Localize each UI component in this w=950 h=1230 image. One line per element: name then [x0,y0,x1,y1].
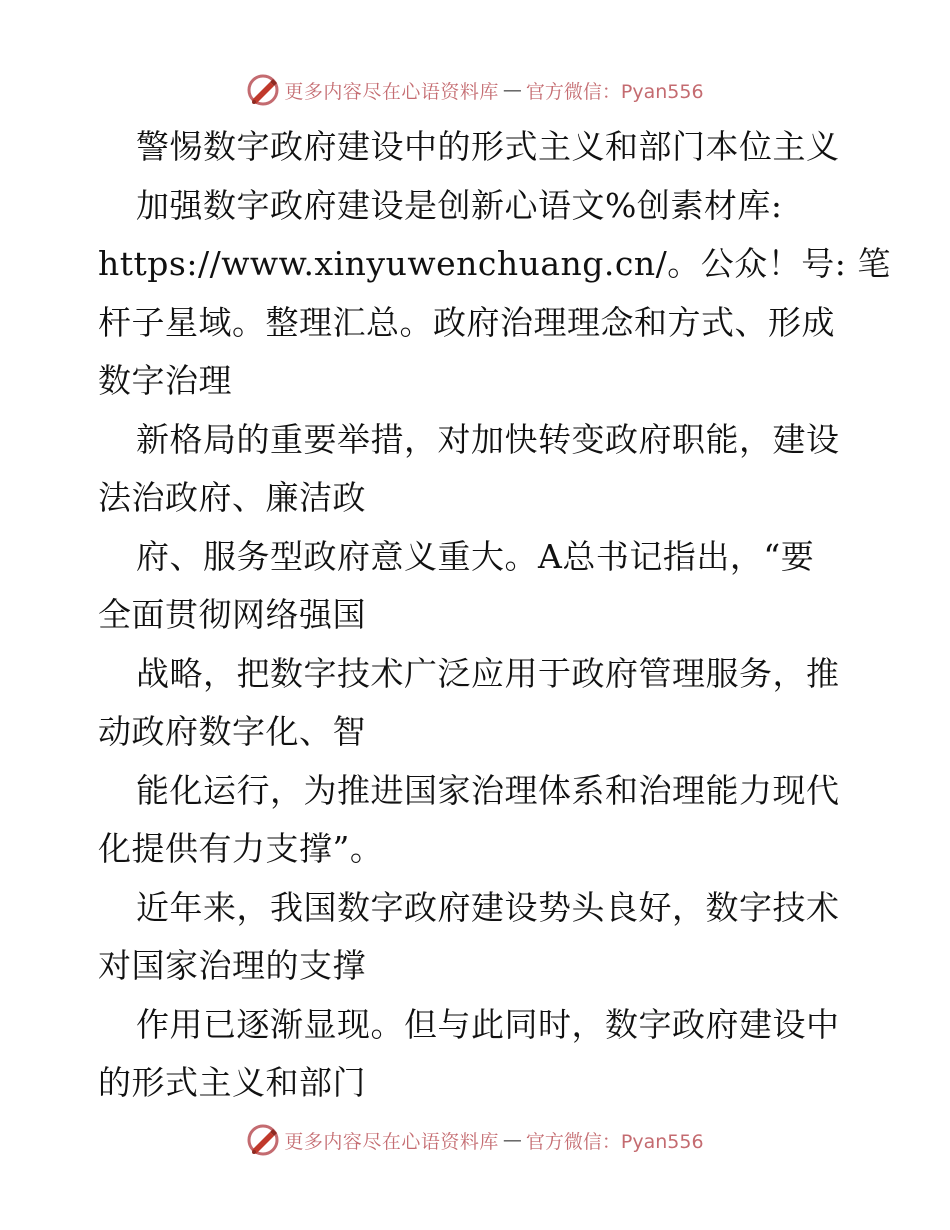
text-line: 作用已逐渐显现。但与此同时，数字政府建设中 [136,1004,840,1044]
text-line: 对国家治理的支撑 [98,946,366,985]
document-body [98,118,891,1113]
text-line: 数字治理 [98,361,232,400]
text-line: 府、服务型政府意义重大。A总书记指出，“要 [136,536,815,576]
text-line: 战略，把数字技术广泛应用于政府管理服务，推 [136,653,840,693]
text-line: 杆子星域。整理汇总。政府治理理念和方式、形成 [98,302,835,342]
watermark-text: 更多内容尽在心语资料库 [284,80,499,103]
text-line: https://www.xinyuwenchuang.cn/。公众！号: 笔 [98,244,891,283]
text-line: 动政府数字化、智 [98,712,366,751]
text-line: 的形式主义和部门 [98,1063,366,1102]
text-line: 能化运行，为推进国家治理体系和治理能力现代 [136,770,840,810]
watermark-separator: — [502,79,522,101]
text-line: 化提供有力支撑”。 [98,829,384,868]
watermark-separator: — [502,1129,522,1151]
watermark-contact: 官方微信：Pyan556 [525,80,704,103]
text-line: 全面贯彻网络强国 [98,595,366,634]
document-title: 警惕数字政府建设中的形式主义和部门本位主义 [136,127,840,166]
text-line: 法治政府、廉洁政 [98,478,366,517]
watermark-banner-top [0,68,950,112]
text-line: 新格局的重要举措，对加快转变政府职能，建设 [136,419,840,459]
pen-logo-icon [246,1123,280,1157]
watermark-banner-bottom [0,1118,950,1162]
watermark-contact: 官方微信：Pyan556 [525,1130,704,1153]
pen-logo-icon [246,73,280,107]
watermark-text: 更多内容尽在心语资料库 [284,1130,499,1153]
text-line: 加强数字政府建设是创新心语文%创素材库: [136,185,783,225]
text-line: 近年来，我国数字政府建设势头良好，数字技术 [136,887,840,927]
